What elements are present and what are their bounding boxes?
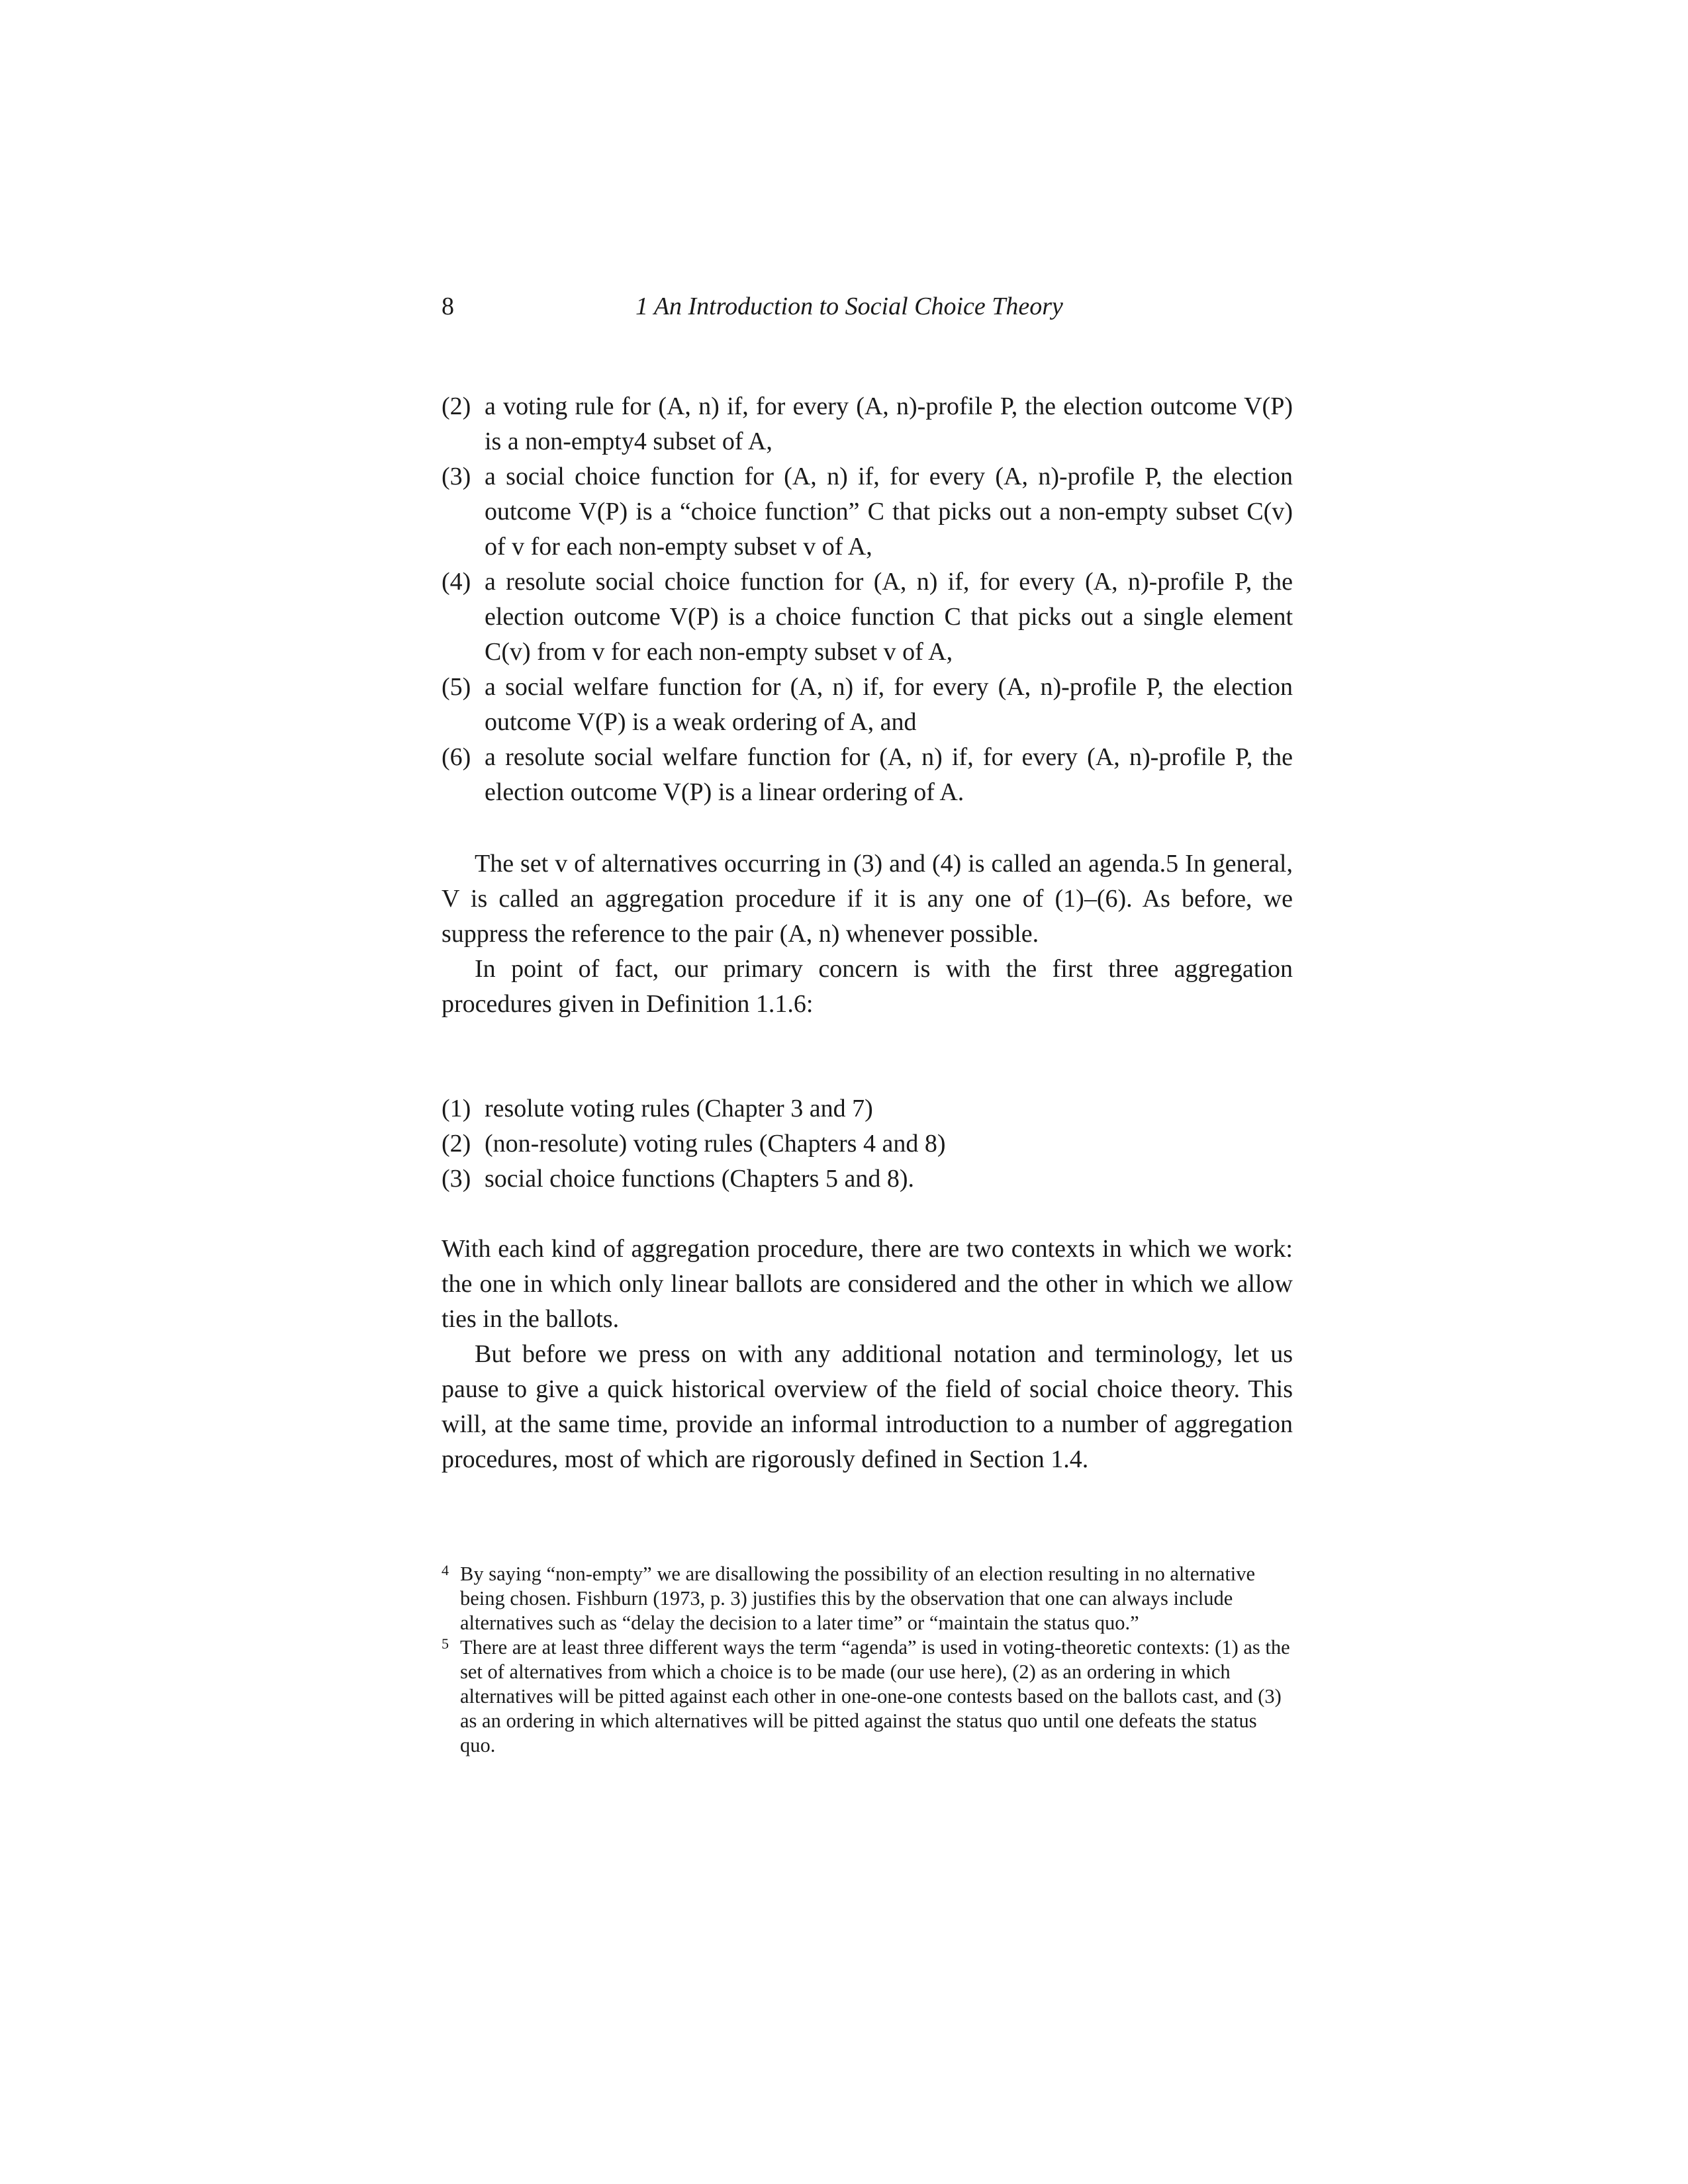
paragraph-contexts: With each kind of aggregation procedure, there are two contexts in which we work: the one in which only linear ballots are considered and the other in which we allow ties in the ballots. [442, 1235, 1293, 1333]
footnote-mark: 4 [442, 1562, 449, 1578]
definition-item [442, 389, 1293, 459]
definition-item [442, 459, 1293, 565]
item-number: (6) [442, 743, 471, 771]
running-head: 1 An Introduction to Social Choice Theory [635, 293, 1063, 320]
item-number: (2) [442, 392, 471, 420]
item-number: (5) [442, 673, 471, 701]
procedure-item [442, 1126, 1293, 1161]
footnote-mark: 5 [442, 1635, 449, 1652]
item-number: (4) [442, 568, 471, 596]
footnote [442, 1635, 1293, 1758]
definition-list [442, 389, 1293, 810]
footnote [442, 1562, 1293, 1635]
body-paragraphs [442, 846, 1293, 1022]
item-text: a voting rule for (A, n) if, for every (A, n)-profile P, the election outcome V(P) is a non-empty4 subset of A, [485, 392, 1293, 455]
footnote-text: By saying “non-empty” we are disallowing the possibility of an election resulting in no alternative being chosen. Fishburn (1973, p. 3) justifies this by the observation that one can always include alternatives such as “delay the decision to a later time” or “maintain the status quo.” [460, 1563, 1256, 1634]
body-paragraphs-2 [442, 1232, 1293, 1477]
item-number: (3) [442, 463, 471, 490]
paragraph-concern: In point of fact, our primary concern is with the first three aggregation procedures given in Definition 1.1.6: [442, 955, 1293, 1018]
item-number: (2) [442, 1130, 471, 1158]
item-number: (3) [442, 1165, 471, 1193]
page-number: 8 [442, 293, 454, 320]
definition-item [442, 740, 1293, 810]
item-text: social choice functions (Chapters 5 and 8). [485, 1165, 914, 1193]
item-text: (non-resolute) voting rules (Chapters 4 and 8) [485, 1130, 946, 1158]
item-text: a resolute social choice function for (A, n) if, for every (A, n)-profile P, the election outcome V(P) is a choice function C that picks out a single element C(v) from v for each non-empty subset v of A, [485, 568, 1293, 666]
paragraph-overview: But before we press on with any additional notation and terminology, let us pause to give a quick historical overview of the field of social choice theory. This will, at the same time, provide an informal introduction to a number of aggregation procedures, most of which are rigorously defined in Section 1.4. [442, 1340, 1293, 1473]
item-text: a resolute social welfare function for (A, n) if, for every (A, n)-profile P, the election outcome V(P) is a linear ordering of A. [485, 743, 1293, 806]
footnote-text: There are at least three different ways the term “agenda” is used in voting-theoretic contexts: (1) as the set of alternatives from which a choice is to be made (our use here), (2) as an ordering in which alternatives will be pitted against each other in one-one-one contests based on the ballots cast, and (3) as an ordering in which alternatives will be pitted against the status quo until one defeats the status quo. [460, 1636, 1290, 1756]
procedure-list [442, 1091, 1293, 1197]
procedure-item [442, 1091, 1293, 1126]
definition-item [442, 565, 1293, 670]
item-number: (1) [442, 1095, 471, 1122]
procedure-item [442, 1161, 1293, 1197]
item-text: resolute voting rules (Chapter 3 and 7) [485, 1095, 873, 1122]
item-text: a social choice function for (A, n) if, for every (A, n)-profile P, the election outcome V(P) is a “choice function” C that picks out a non-empty subset C(v) of v for each non-empty subset v of A, [485, 463, 1293, 561]
definition-item [442, 670, 1293, 740]
paragraph-agenda: The set v of alternatives occurring in (3) and (4) is called an agenda.5 In general, V is called an aggregation procedure if it is any one of (1)–(6). As before, we suppress the reference to the pair (A, n) whenever possible. [442, 850, 1293, 948]
item-text: a social welfare function for (A, n) if, for every (A, n)-profile P, the election outcome V(P) is a weak ordering of A, and [485, 673, 1293, 736]
footnotes [442, 1562, 1293, 1758]
